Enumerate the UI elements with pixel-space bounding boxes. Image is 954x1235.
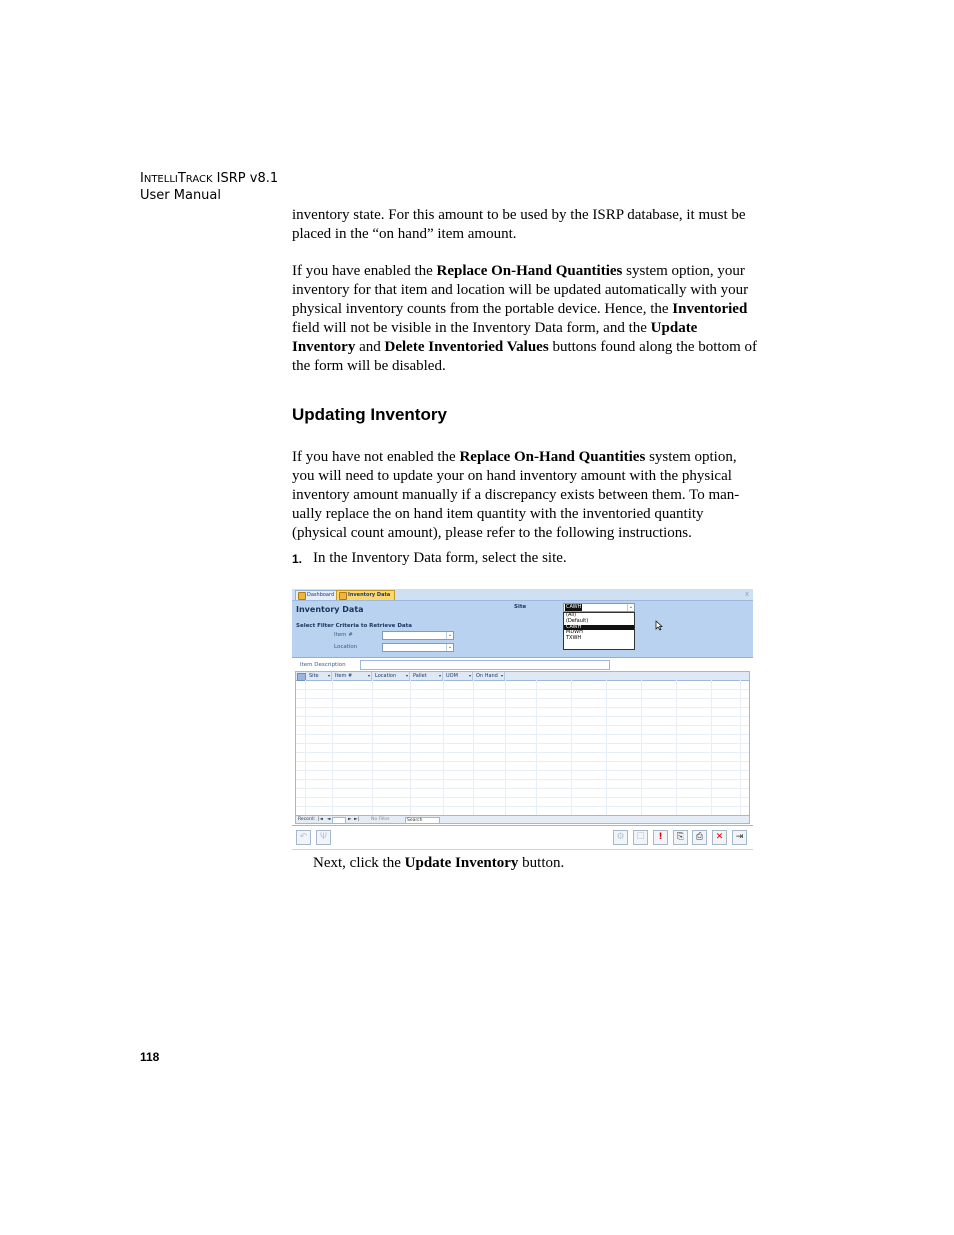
delete-button[interactable]: ✕ [712,830,727,845]
step-text: In the Inventory Data form, select the site. [313,550,567,566]
no-filter-button[interactable]: No Filter [371,817,390,822]
tab-dashboard[interactable]: Dashboard [295,590,339,600]
chevron-down-icon: ⌄ [447,644,453,650]
last-record-button[interactable]: ►| [354,817,359,822]
record-number-field[interactable] [332,817,346,824]
site-option[interactable]: MDWH [566,629,583,636]
item-label: Item # [334,632,353,638]
preview-button[interactable]: ⎘ [673,830,688,845]
delete-inventoried-values-button[interactable]: ☐ [633,830,648,845]
mouse-cursor-icon [655,620,663,631]
chevron-down-icon: ⌄ [447,632,453,638]
form-icon [298,592,306,600]
site-option[interactable]: (Default) [566,617,589,624]
running-header-title: INTELLITRACK ISRP v8.1 [140,171,279,186]
button-bar [292,825,753,850]
next-record-button[interactable]: ► [348,817,352,822]
page-number: 118 [140,1050,160,1064]
column-header-location[interactable]: Location ▾ [372,672,410,680]
site-label: Site [514,604,527,610]
section-heading: Updating Inventory [292,405,447,424]
search-field[interactable]: Search [405,817,440,824]
record-navigator [295,815,750,824]
site-option[interactable]: (All) [566,612,577,618]
site-combo[interactable] [563,603,635,612]
paragraph-manual-update: If you have not enabled the Replace On-Hand Quantities system option, you will need to update your on hand inventory amount with the physical inventory amount manually if a discrepancy exists between them. To man-ually replace the on hand item quantity with the inventoried quantity (physical count amount), please refer to the following instructions. [292,449,740,541]
location-combo[interactable] [382,643,454,652]
column-header-pallet[interactable]: Pallet ▾ [410,672,443,680]
first-record-button[interactable]: |◄ [318,817,323,822]
previous-record-button[interactable]: ◄ [327,817,331,822]
record-label: Record: [298,817,316,822]
site-value: CAWH [566,604,582,610]
grid-header [296,672,749,681]
column-header-item[interactable]: Item # ▾ [332,672,372,680]
chevron-down-icon: ⌄ [628,604,634,610]
item-description-label: Item Description [300,662,346,668]
site-dropdown-list [563,612,635,650]
close-icon[interactable]: x [744,590,749,598]
paragraph-replace-on-hand: If you have enabled the Replace On-Hand Quantities system option, your inventory for that item and location will be updated automatically with your physical inventory counts from the portable device. Hence, the Inventoried field will not be visible in the Inventory Data form, and the Update Inventory and Delete Inventoried Values buttons found along the bottom of the form will be disabled. [292,263,758,374]
exit-button[interactable]: ⇥ [732,830,747,845]
filter-button[interactable]: Ψ [316,830,331,845]
column-header-on-hand[interactable]: On Hand ▾ [473,672,505,680]
running-header-subtitle: User Manual [140,188,222,203]
column-header-uom[interactable]: UOM ▾ [443,672,473,680]
inventory-data-screenshot [292,589,753,850]
form-header [292,601,753,658]
filter-title: Select Filter Criteria to Retrieve Data [296,623,412,629]
site-option[interactable]: TXWH [566,635,582,642]
paragraph-intro: inventory state. For this amount to be used by the ISRP database, it must be placed in the “on hand” item amount. [292,207,746,242]
site-option-selected[interactable]: CAWH [564,625,634,631]
location-label: Location [334,644,358,650]
inventory-grid [295,671,750,817]
tab-bar [292,589,753,601]
update-inventory-button[interactable]: ⚙ [613,830,628,845]
step-number: 1. [292,552,303,566]
form-title: Inventory Data [296,605,364,614]
item-description-field[interactable] [360,660,610,670]
form-icon [339,592,347,600]
next-instruction: Next, click the Update Inventory button. [313,855,565,871]
print-button[interactable]: ⎙ [692,830,707,845]
undo-button[interactable]: ↶ [296,830,311,845]
column-header-site[interactable]: Site ▾ [306,672,332,680]
tab-inventory-data[interactable]: Inventory Data [336,590,395,600]
alert-button[interactable]: ! [653,830,668,845]
item-combo[interactable] [382,631,454,640]
